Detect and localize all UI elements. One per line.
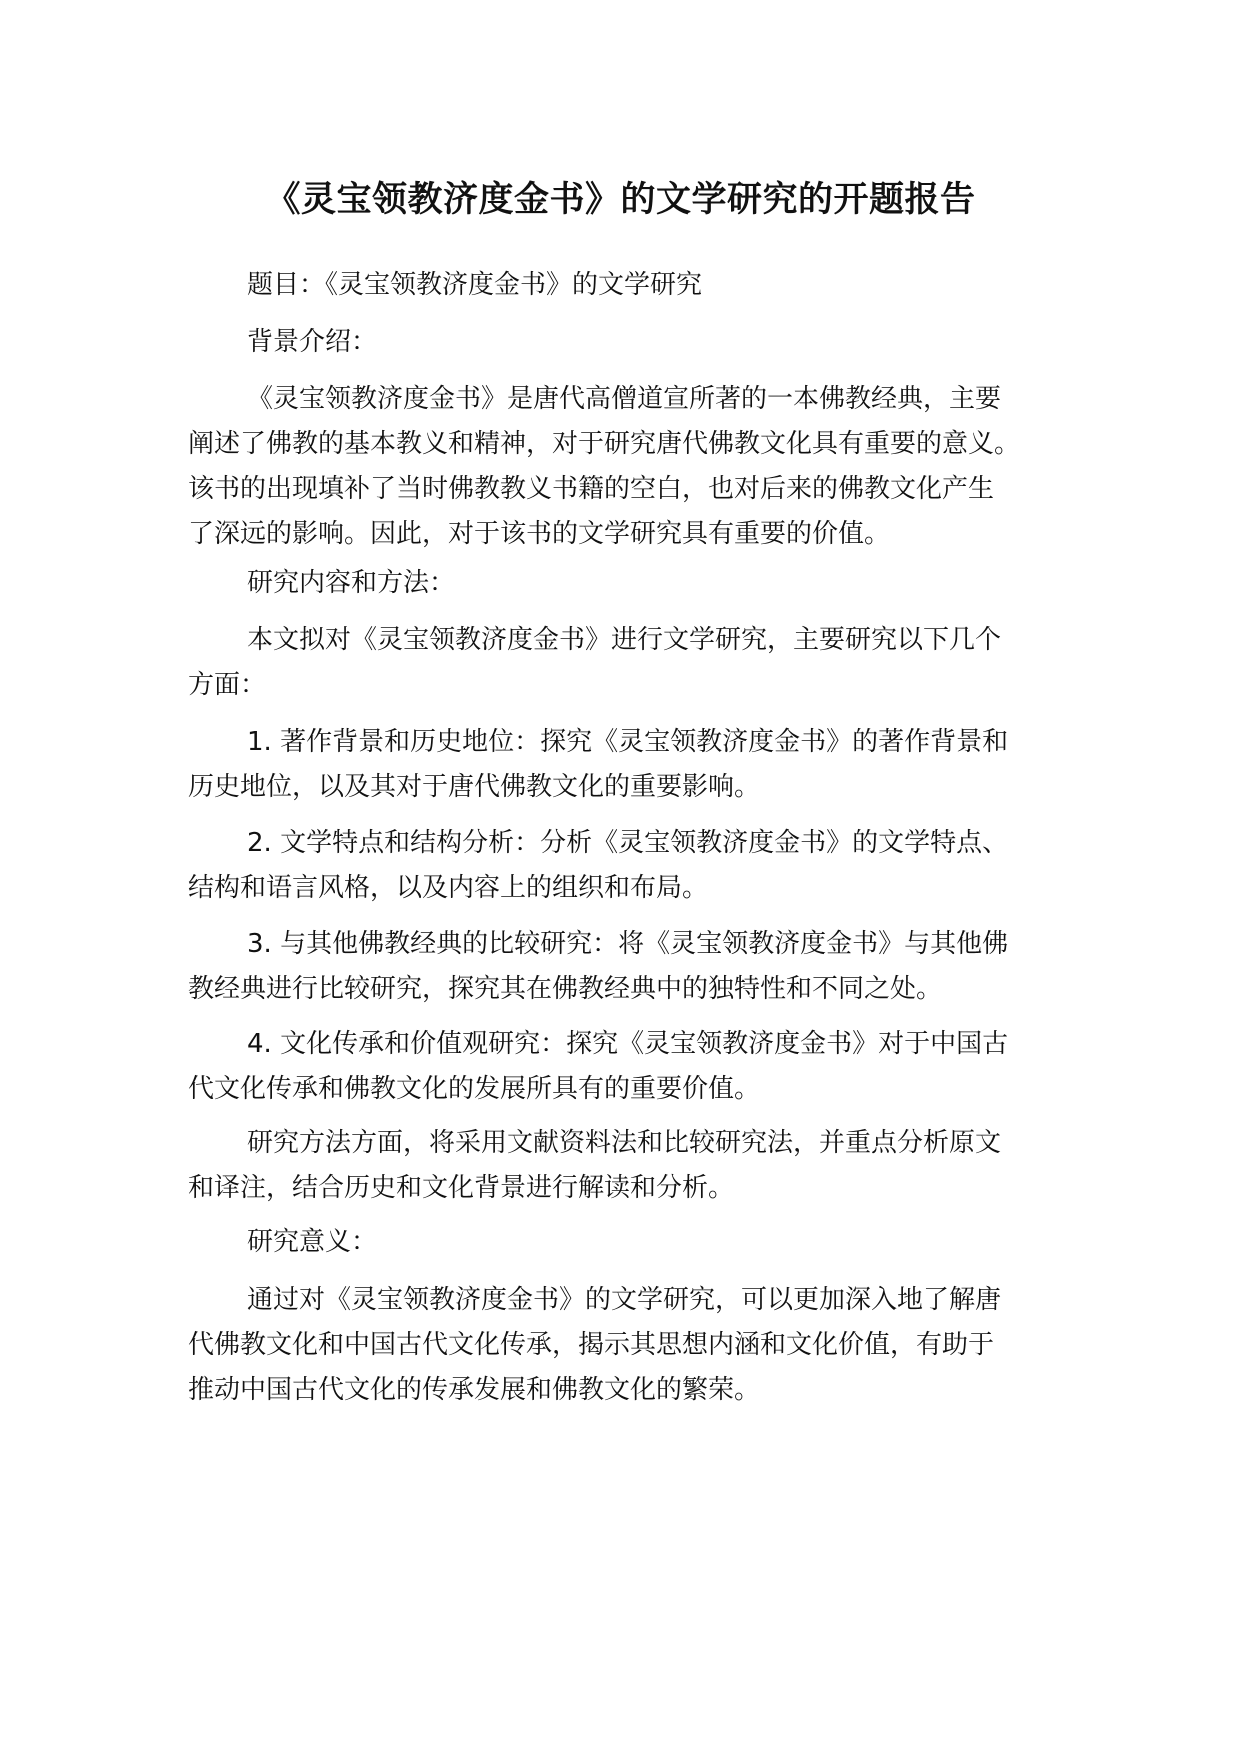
text-line: 该书的出现填补了当时佛教教义书籍的空白，也对后来的佛教文化产生: [188, 474, 995, 504]
text-line: 代佛教文化和中国古代文化传承，揭示其思想内涵和文化价值，有助于: [188, 1330, 995, 1360]
text-line: 《灵宝领教济度金书》是唐代高僧道宣所著的一本佛教经典，主要: [247, 384, 1002, 414]
text-line: 推动中国古代文化的传承发展和佛教文化的繁荣。: [188, 1375, 761, 1405]
list-item-4: [188, 1022, 1078, 1112]
text-line: 历史地位，以及其对于唐代佛教文化的重要影响。: [188, 772, 761, 802]
text-line: 结构和语言风格，以及内容上的组织和布局。: [188, 873, 709, 903]
text-line: 阐述了佛教的基本教义和精神，对于研究唐代佛教文化具有重要的意义。: [188, 429, 1021, 459]
list-item-1: [188, 720, 1078, 810]
text-line: 通过对《灵宝领教济度金书》的文学研究，可以更加深入地了解唐: [247, 1285, 1002, 1315]
text-line: 3. 与其他佛教经典的比较研究：将《灵宝领教济度金书》与其他佛: [247, 929, 1009, 959]
text-line: 背景介绍：: [247, 327, 378, 357]
text-line: 教经典进行比较研究，探究其在佛教经典中的独特性和不同之处。: [188, 974, 943, 1004]
text-line: 本文拟对《灵宝领教济度金书》进行文学研究，主要研究以下几个: [247, 625, 1002, 655]
text-line: 4. 文化传承和价值观研究：探究《灵宝领教济度金书》对于中国古: [247, 1029, 1009, 1059]
list-item-3: [188, 922, 1078, 1012]
text-line: 2. 文学特点和结构分析：分析《灵宝领教济度金书》的文学特点、: [247, 828, 1009, 858]
paragraph-significance-heading: [188, 1220, 1078, 1265]
text-line: 研究意义：: [247, 1227, 378, 1257]
text-line: 题目：《灵宝领教济度金书》的文学研究: [247, 270, 703, 300]
text-line: 和译注，结合历史和文化背景进行解读和分析。: [188, 1173, 735, 1203]
text-line: 研究内容和方法：: [247, 568, 456, 598]
document-title: 《灵宝领教济度金书》的文学研究的开题报告: [265, 180, 976, 220]
paragraph-background-body: [188, 377, 1078, 557]
text-line: 1. 著作背景和历史地位：探究《灵宝领教济度金书》的著作背景和: [247, 727, 1009, 757]
paragraph-significance-body: [188, 1278, 1078, 1413]
paragraph-content-intro: [188, 618, 1078, 708]
paragraph-content-method-heading: [188, 561, 1078, 606]
list-item-2: [188, 821, 1078, 911]
text-line: 方面：: [188, 670, 267, 700]
paragraph-method: [188, 1121, 1078, 1211]
paragraph-topic: [188, 263, 1078, 308]
text-line: 代文化传承和佛教文化的发展所具有的重要价值。: [188, 1074, 761, 1104]
text-line: 研究方法方面，将采用文献资料法和比较研究法，并重点分析原文: [247, 1128, 1002, 1158]
text-line: 了深远的影响。因此，对于该书的文学研究具有重要的价值。: [188, 519, 891, 549]
paragraph-background-heading: [188, 320, 1078, 365]
